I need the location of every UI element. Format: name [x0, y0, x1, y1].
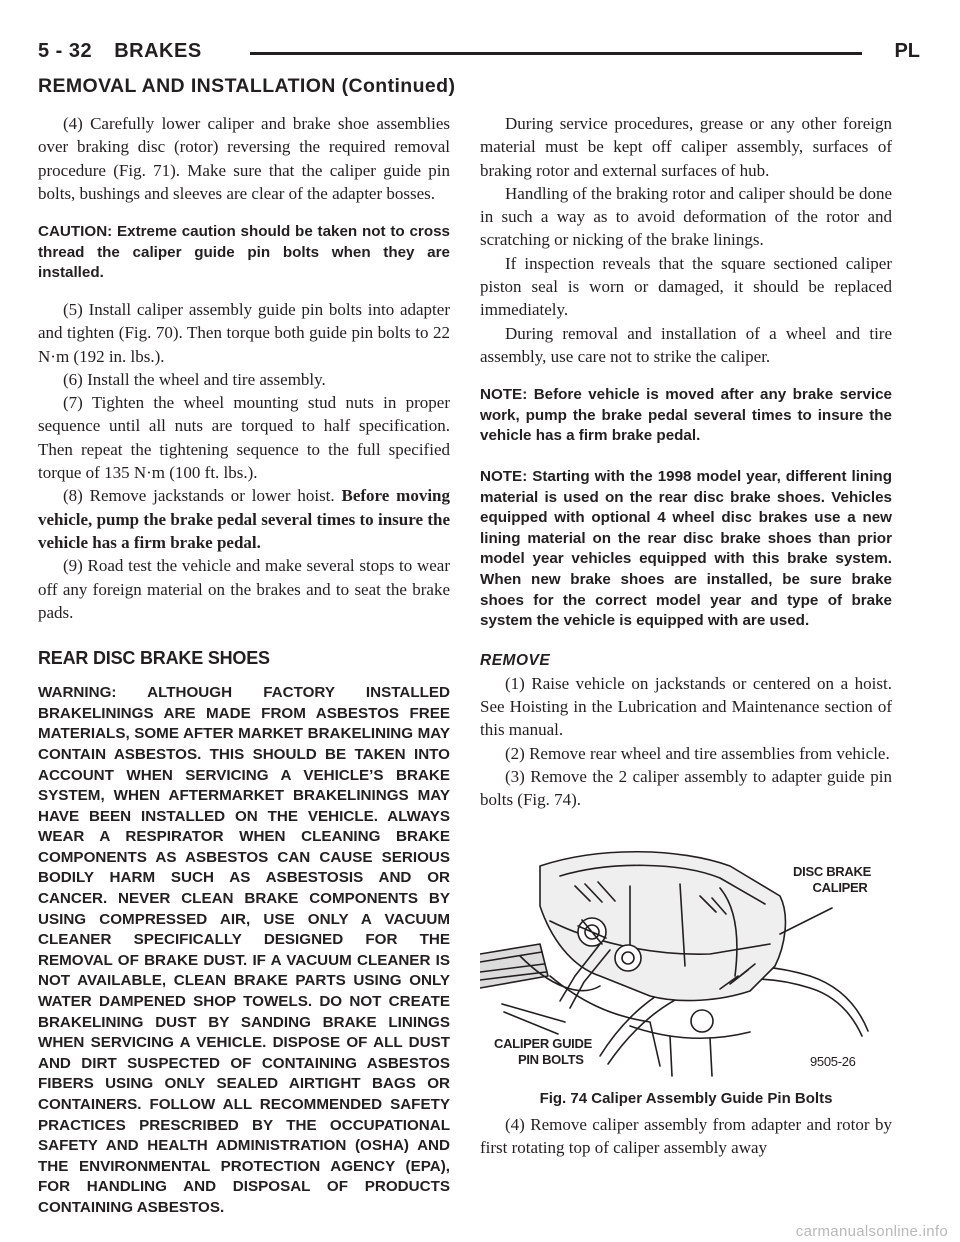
- figure-number: 9505-26: [810, 1053, 856, 1069]
- remove-step-4: (4) Remove caliper assembly from adapter and rotor by first rotating top of caliper assembly away: [480, 1114, 892, 1157]
- note-lining-material: NOTE: Starting with the 1998 model year, different lining material is used on the rear disc brake shoes. Vehicles equipped with optional 4 wheel disc brakes use a new lining material on the rear disc brake shoes than prior model year vehicles equipped with this brake system. When new brake shoes are installed, be sure brake shoes for the correct model year and type of brake system the vehicle is equipped with are used.: [480, 468, 892, 630]
- remove-step-3: (3) Remove the 2 caliper assembly to adapter guide pin bolts (Fig. 74).: [480, 766, 892, 810]
- service-paragraph-4: During removal and installation of a wheel and tire assembly, use care not to strike the caliper.: [480, 323, 892, 366]
- continued-title: REMOVAL AND INSTALLATION (Continued): [38, 75, 456, 97]
- step-8-install: [38, 484, 450, 554]
- remove-step-1: (1) Raise vehicle on jackstands or centered on a hoist. See Hoisting in the Lubrication and Maintenance section of this manual.: [480, 673, 892, 740]
- left-column: [38, 112, 450, 1219]
- label-disc-brake: DISC BRAKE: [793, 863, 871, 879]
- section-name: BRAKES: [114, 40, 202, 62]
- asbestos-warning: WARNING: ALTHOUGH FACTORY INSTALLED BRAKELININGS ARE MADE FROM ASBESTOS FREE MATERIALS, SOME AFTER MARKET BRAKELINING MAY CONTAIN ASBESTOS. THIS SHOULD BE TAKEN INTO ACCOUNT WHEN SERVICING A VEHICLE’S BRAKE SYSTEM, WHEN AFTERMARKET BRAKELININGS MAY HAVE BEEN INSTALLED ON THE VEHICLE. ALWAYS WEAR A RESPIRATOR WHEN CLEANING BRAKE COMPONENTS AS ASBESTOS CAN CAUSE SERIOUS BODILY HARM SUCH AS ASBESTOSIS AND OR CANCER. NEVER CLEAN BRAKE COMPONENTS BY USING COMPRESSED AIR, USE ONLY A VACUUM CLEANER SPECIFICALLY DESIGNED FOR THE REMOVAL OF BRAKE DUST. IF A VACUUM CLEANER IS NOT AVAILABLE, CLEAN BRAKE PARTS USING ONLY WATER DAMPENED SHOP TOWELS. DO NOT CREATE BRAKELINING DUST BY SANDING BRAKE LININGS WHEN SERVICING A VEHICLE. DISPOSE OF ALL DUST AND DIRT SUSPECTED OF CONTAINING ASBESTOS FIBERS USING ONLY SEALED AIRTIGHT BAGS OR CONTAINERS. FOLLOW ALL RECOMMENDED SAFETY PRACTICES PRESCRIBED BY THE OCCUPATIONAL SAFETY AND HEALTH ADMINISTRATION (OSHA) AND THE ENVIRONMENTAL PROTECTION AGENCY (EPA), FOR HANDLING AND DISPOSAL OF PRODUCTS CONTAINING ASBESTOS.: [38, 684, 450, 1216]
- figure-caption: Fig. 74 Caliper Assembly Guide Pin Bolts: [539, 1089, 833, 1107]
- step-7-install: (7) Tighten the wheel mounting stud nuts in proper sequence until all nuts are torqued to half specification. Then repeat the tightening sequence to the full specified torque of 135 N·m (100 ft. lbs.).: [38, 393, 450, 483]
- remove-step-2: (2) Remove rear wheel and tire assemblies from vehicle.: [505, 743, 890, 763]
- right-column: [480, 112, 892, 1159]
- label-caliper: CALIPER: [812, 879, 868, 895]
- figure-74: [480, 826, 892, 1088]
- label-caliper-guide: CALIPER GUIDE: [494, 1035, 592, 1051]
- service-paragraph-3: If inspection reveals that the square sectioned caliper piston seal is worn or damaged, it should be replaced immediately.: [480, 253, 892, 320]
- step-8-emphasis: Before moving vehicle, pump the brake pedal several times to insure the vehicle has a firm brake pedal.: [38, 486, 451, 552]
- remove-heading: REMOVE: [480, 651, 551, 669]
- header-rule: [250, 52, 862, 55]
- step-5-install: (5) Install caliper assembly guide pin bolts into adapter and tighten (Fig. 70). Then torque both guide pin bolts to 22 N·m (192 in. lbs.).: [38, 299, 450, 366]
- note-firm-pedal: NOTE: Before vehicle is moved after any brake service work, pump the brake pedal several times to insure the vehicle has a firm brake pedal.: [480, 386, 892, 445]
- service-paragraph-2: Handling of the braking rotor and caliper should be done in such a way as to avoid deformation of the rotor and scratching or nicking of the brake linings.: [480, 183, 892, 250]
- step-4-install: (4) Carefully lower caliper and brake shoe assemblies over braking disc (rotor) reversing the required removal procedure (Fig. 71). Make sure that the caliper guide pin bolts, bushings and sleeves are clear of the adapter bosses.: [38, 114, 450, 203]
- caliper-illustration: [480, 826, 892, 1088]
- caution-note: CAUTION: Extreme caution should be taken not to cross thread the caliper guide pin bolts when they are installed.: [38, 223, 450, 282]
- service-paragraph-1: During service procedures, grease or any other foreign material must be kept off caliper assembly, surfaces of braking rotor and external surfaces of hub.: [480, 114, 892, 180]
- page-number: 5 - 32: [38, 40, 93, 62]
- header-left: [38, 40, 202, 63]
- model-code: PL: [894, 40, 920, 62]
- page-header: [38, 40, 920, 74]
- label-pin-bolts: PIN BOLTS: [518, 1051, 584, 1067]
- step-6-install: (6) Install the wheel and tire assembly.: [63, 369, 326, 389]
- watermark: carmanualsonline.info: [795, 1223, 948, 1240]
- step-8-text: (8) Remove jackstands or lower hoist.: [63, 486, 342, 506]
- section-heading: REAR DISC BRAKE SHOES: [38, 648, 270, 669]
- step-9-install: (9) Road test the vehicle and make several stops to wear off any foreign material on the brakes and to seat the brake pads.: [38, 556, 450, 622]
